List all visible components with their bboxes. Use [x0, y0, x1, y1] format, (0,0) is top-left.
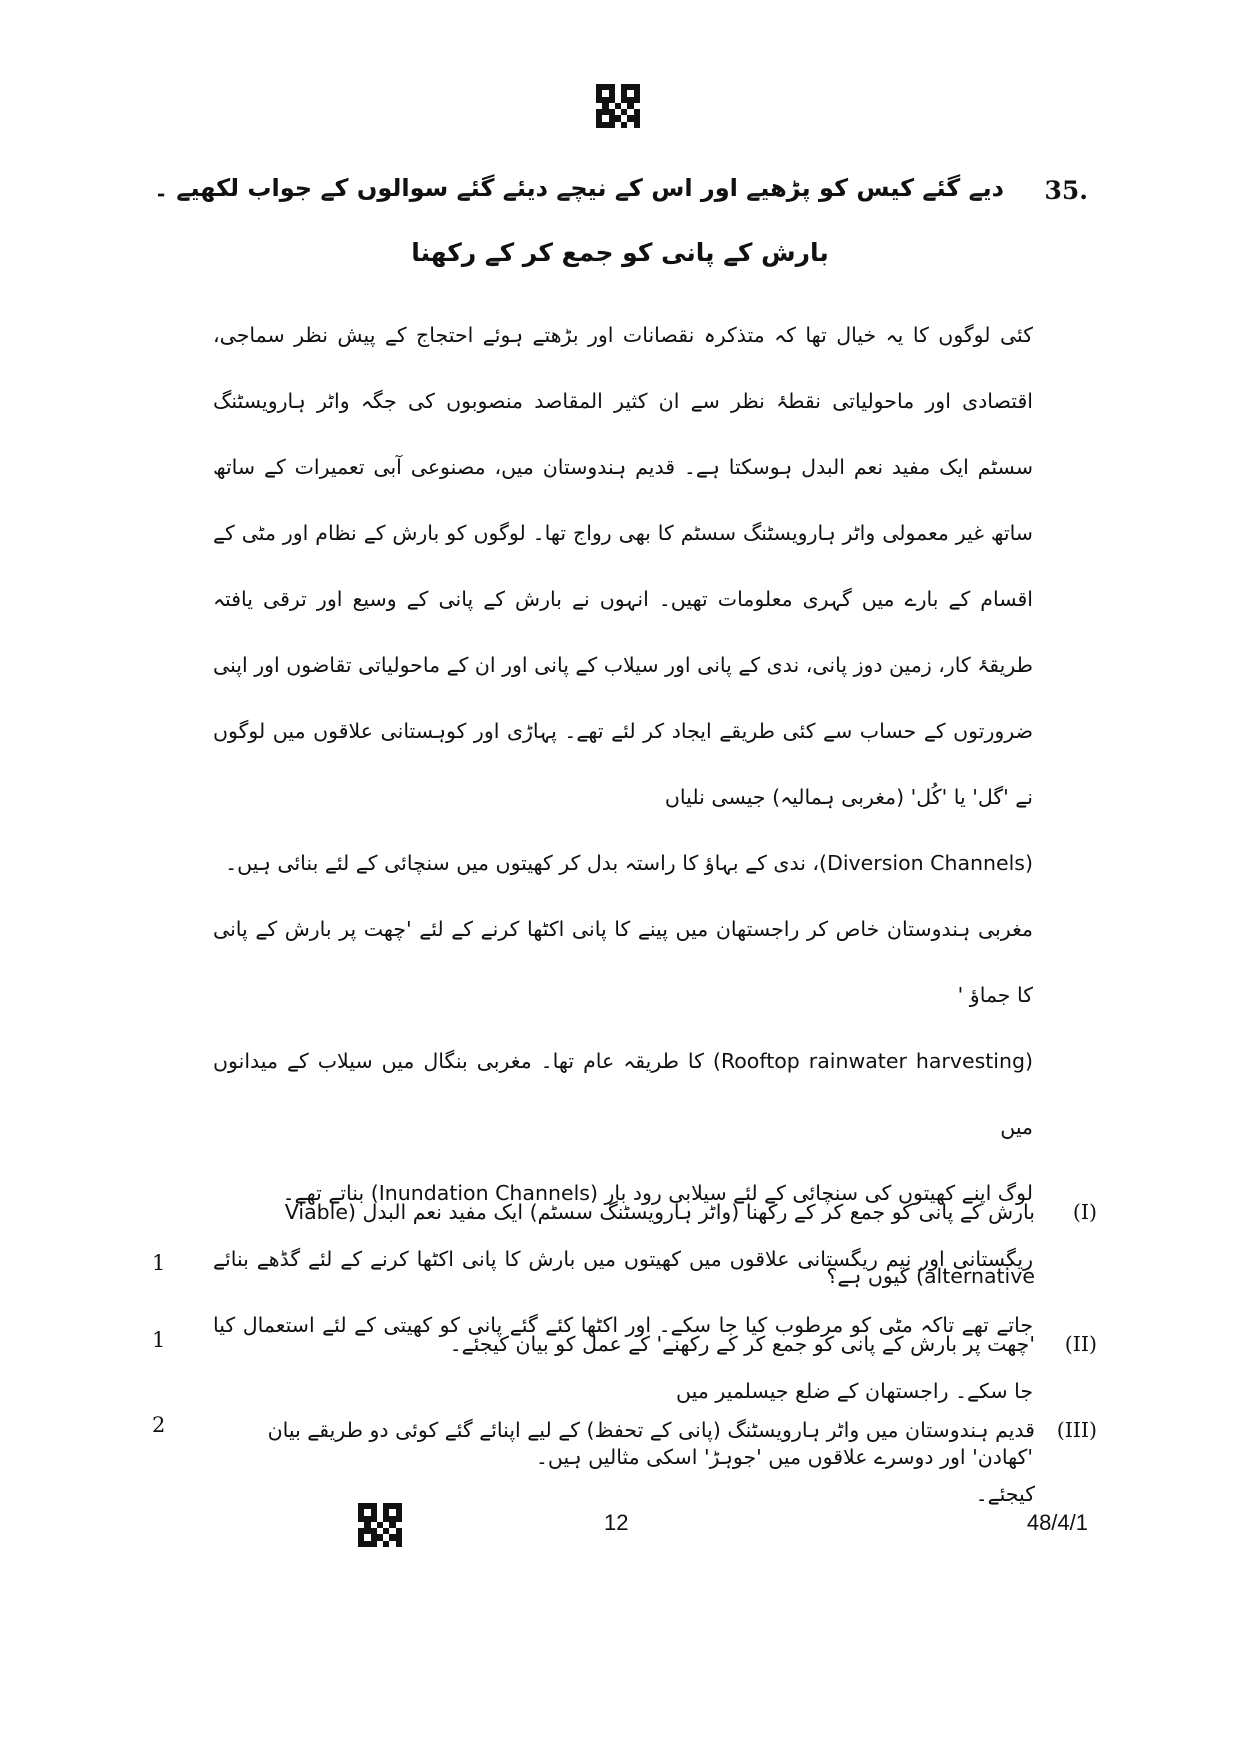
sub-question-label: (II)	[1064, 1332, 1097, 1356]
question-number: 35.	[1044, 176, 1088, 205]
qr-code-icon	[358, 1503, 402, 1547]
case-paragraph: ریگستانی اور نیم ریگستانی علاقوں میں کھیتوں میں بارش کا پانی اکٹھا کرنے کے لئے گڈھے بنائے جاتے تھے تاکہ مٹی کو مرطوب کیا جا سکے۔ اور اکٹھا کئے گئے پانی کو کھیتی کے لئے استعمال کیا جا سکے۔ راجستھان کے ضلع جیسلمیر میں	[213, 1247, 1033, 1403]
qr-code-icon	[596, 84, 640, 128]
paper-code: 48/4/1	[1026, 1510, 1088, 1535]
sub-question-text: 'چھت پر بارش کے پانی کو جمع کر کے رکھنے' کے عمل کو بیان کیجئے۔	[449, 1332, 1035, 1356]
question-instruction: دیے گئے کیس کو پڑھیے اور اس کے نیچے دیئے گئے سوالوں کے جواب لکھیے ۔	[153, 174, 1004, 202]
sub-question-text: قدیم ہندوستان میں واٹر ہارویسٹنگ (پانی کے تحفظ) کے لیے اپنائے گئے کوئی دو طریقے بیان کیجئے۔	[267, 1418, 1035, 1506]
marks-label: 1	[152, 1251, 166, 1275]
sub-question-2	[215, 1312, 1097, 1376]
sub-question-label: (I)	[1072, 1200, 1097, 1224]
sub-question-1	[215, 1180, 1097, 1308]
case-paragraph: (Rooftop rainwater harvesting) کا طریقہ عام تھا۔ مغربی بنگال میں سیلاب کے میدانوں میں	[213, 1049, 1034, 1139]
case-paragraph: کئی لوگوں کا یہ خیال تھا کہ متذکرہ نقصانات اور بڑھتے ہوئے احتجاج کے پیش نظر سماجی، اقتصادی اور ماحولیاتی نقطۂ نظر سے ان کثیر المقاصد منصوبوں کی جگہ واٹر ہارویسٹنگ سسٹم ایک مفید نعم البدل ہوسکتا ہے۔ قدیم ہندوستان میں، مصنوعی آبی تعمیرات کے ساتھ ساتھ غیر معمولی واٹر ہارویسٹنگ سسٹم کا بھی رواج تھا۔ لوگوں کو بارش کے نظام اور مٹی کے اقسام کے بارے میں گہری معلومات تھیں۔ انہوں نے بارش کے پانی کے وسیع اور ترقی یافتہ طریقۂ کار، زمین دوز پانی، ندی کے پانی اور سیلاب کے پانی اور ان کے ماحولیاتی تقاضوں اور اپنی ضرورتوں کے حساب سے کئی طریقے ایجاد کر لئے تھے۔ پہاڑی اور کوہستانی علاقوں میں لوگوں نے 'گل' یا 'کُل' (مغربی ہمالیہ) جیسی نلیاں	[213, 323, 1033, 809]
case-title: بارش کے پانی کو جمع کر کے رکھنا	[411, 238, 829, 267]
marks-label: 2	[152, 1413, 166, 1437]
case-paragraph: لوگ اپنے کھیتوں کی سنچائی کے لئے سیلابی رود بار (Inundation Channels) بناتے تھے۔	[282, 1181, 1033, 1205]
case-paragraph: مغربی ہندوستان خاص کر راجستھان میں پینے کا پانی اکٹھا کرنے کے لئے 'چھت پر بارش کے پانی کا جماؤ '	[213, 917, 1033, 1007]
sub-question-label: (III)	[1056, 1418, 1097, 1442]
case-paragraph: 'کھادن' اور دوسرے علاقوں میں 'جوہڑ' اسکی مثالیں ہیں۔	[535, 1445, 1033, 1469]
page-number: 12	[604, 1510, 629, 1535]
marks-label: 1	[152, 1328, 166, 1352]
case-paragraph: (Diversion Channels)، ندی کے بہاؤ کا راستہ بدل کر کھیتوں میں سنچائی کے لئے بنائی ہیں۔	[225, 851, 1033, 875]
sub-question-text: بارش کے پانی کو جمع کر کے رکھنا (واٹر ہارویسٹنگ سسٹم) ایک مفید نعم البدل (Viable alternative) کیوں ہے؟	[284, 1200, 1035, 1288]
